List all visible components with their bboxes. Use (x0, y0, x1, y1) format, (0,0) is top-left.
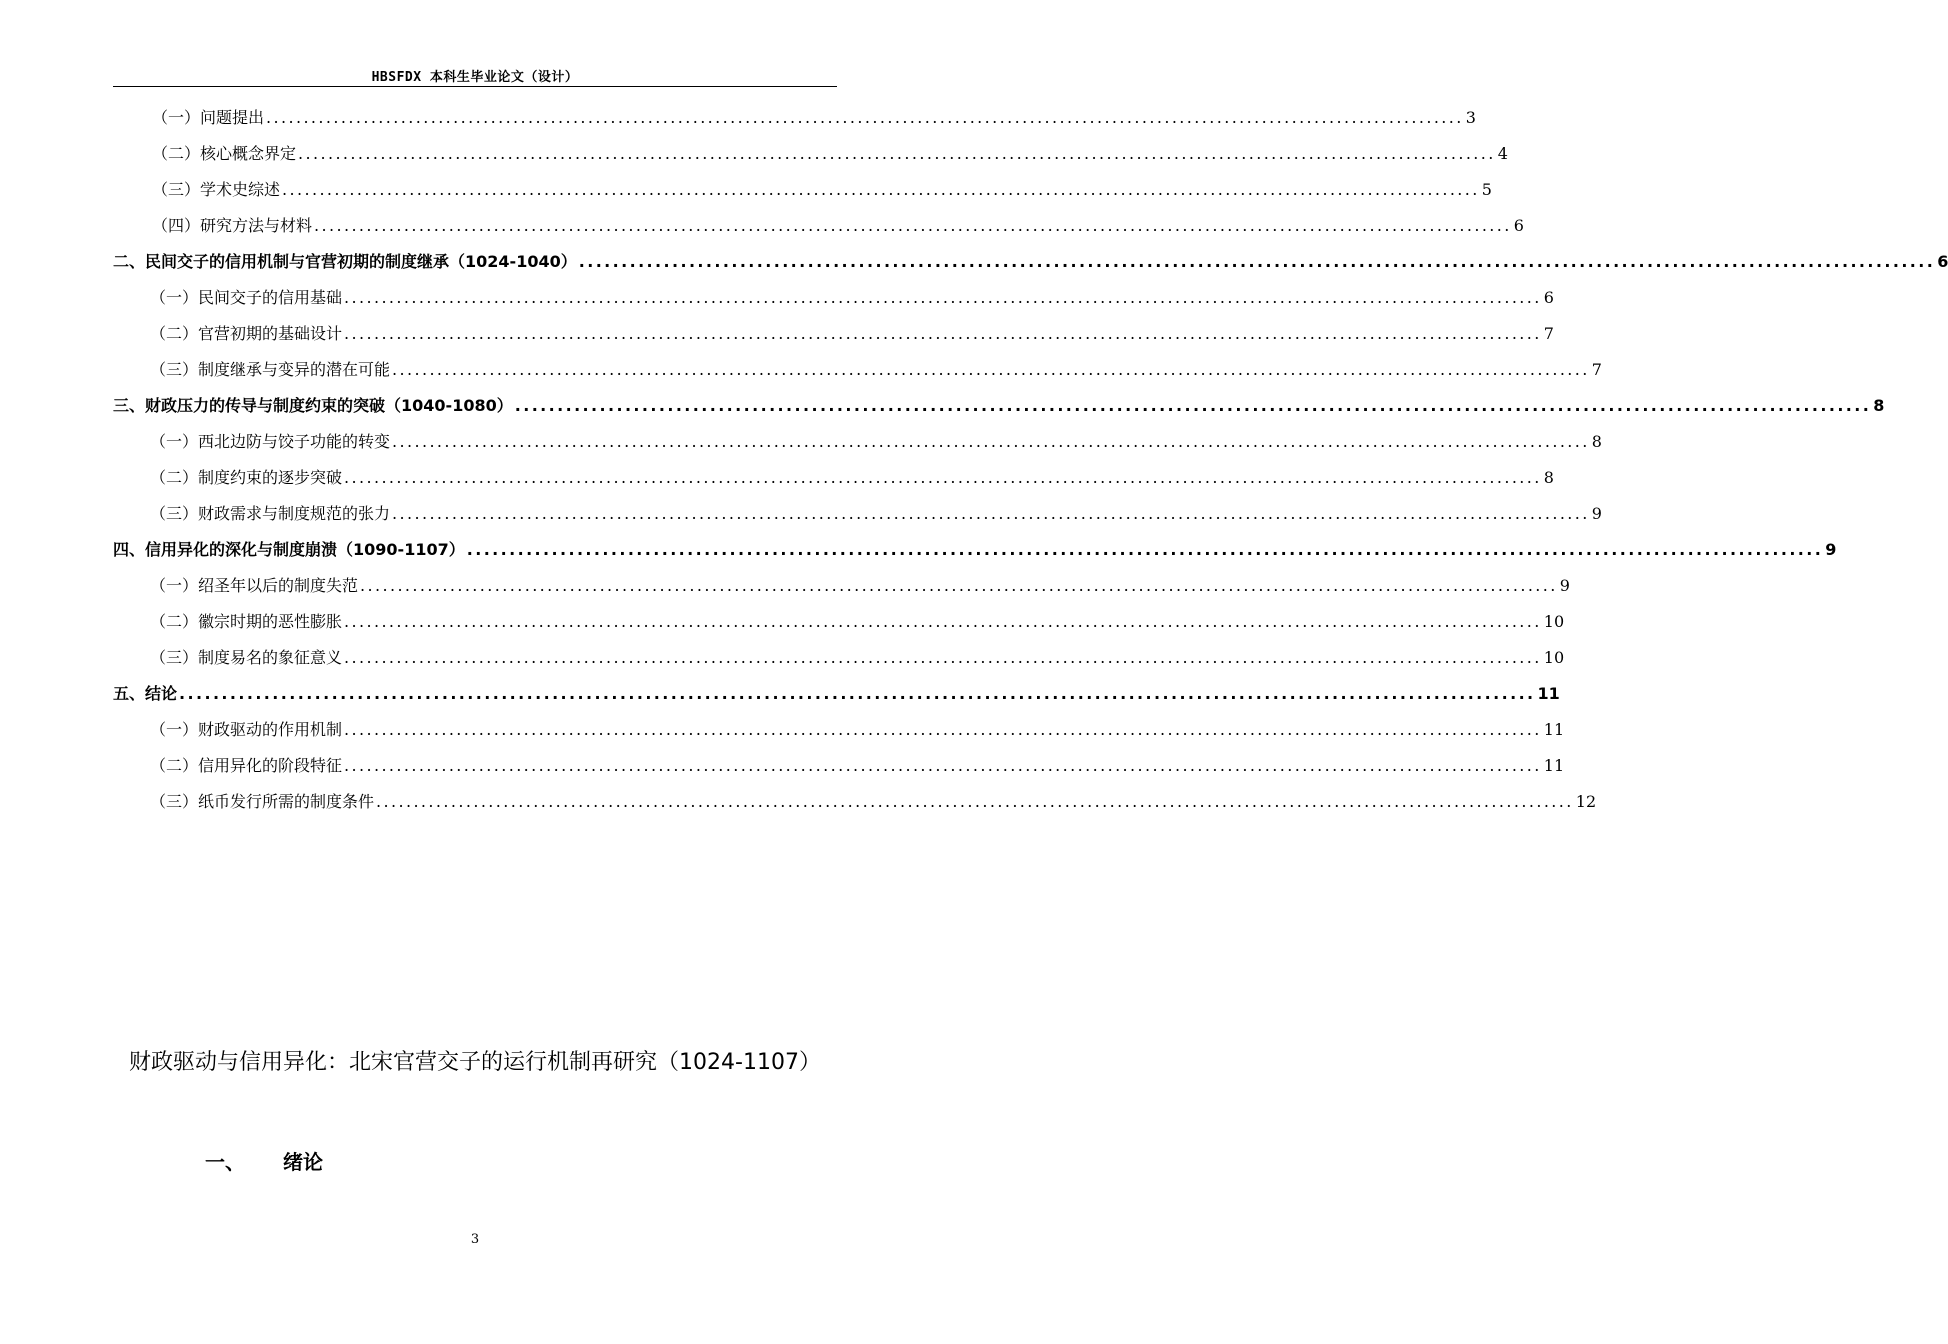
toc-dot-leader: ................................................................................................................................................................ (344, 720, 1542, 739)
toc-page-number: 9 (1825, 540, 1837, 559)
toc-dot-leader: ................................................................................................................................................................ (282, 180, 1480, 199)
toc-entry-text: （二）核心概念界定 (152, 144, 297, 163)
toc-entry-text: （三）制度易名的象征意义 (150, 648, 343, 667)
page-number: 3 (470, 1232, 480, 1247)
toc-chapter-number: 四、 (113, 540, 146, 559)
section-heading (205, 1146, 323, 1175)
toc-dot-leader: ................................................................................................................................................................ (344, 288, 1542, 307)
toc-section-entry[interactable] (150, 502, 1602, 526)
toc-entry-text: （二）制度约束的逐步突破 (150, 468, 343, 487)
toc-dot-leader: ................................................................................................................................................................ (392, 432, 1590, 451)
toc-page-number: 6 (1513, 216, 1524, 235)
toc-chapter-entry[interactable] (113, 682, 1560, 706)
toc-entry-text: （二）信用异化的阶段特征 (150, 756, 343, 775)
toc-section-entry[interactable] (152, 142, 1508, 166)
toc-page-number: 7 (1543, 324, 1554, 343)
toc-section-entry[interactable] (150, 574, 1570, 598)
toc-entry-text: （三）纸币发行所需的制度条件 (150, 792, 375, 811)
toc-entry-text: （二）徽宗时期的恶性膨胀 (150, 612, 343, 631)
toc-dot-leader: ................................................................................................................................................................ (179, 684, 1536, 703)
toc-section-entry[interactable] (152, 214, 1524, 238)
toc-entry-text: 财政压力的传导与制度约束的突破（1040-1080） (145, 396, 513, 415)
toc-entry-text: （三）学术史综述 (152, 180, 281, 199)
toc-section-entry[interactable] (150, 646, 1565, 670)
toc-page-number: 4 (1497, 144, 1508, 163)
toc-dot-leader: ................................................................................................................................................................ (376, 792, 1574, 811)
toc-entry-text: （二）官营初期的基础设计 (150, 324, 343, 343)
toc-dot-leader: ................................................................................................................................................................ (514, 396, 1872, 415)
toc-entry-text: （一）民间交子的信用基础 (150, 288, 343, 307)
toc-entry-text: （四）研究方法与材料 (152, 216, 313, 235)
toc-entry-text: （一）西北边防与饺子功能的转变 (150, 432, 391, 451)
toc-page-number: 3 (1465, 108, 1476, 127)
toc-page-number: 11 (1543, 756, 1565, 775)
toc-entry-text: （一）绍圣年以后的制度失范 (150, 576, 359, 595)
toc-page-number: 8 (1591, 432, 1602, 451)
toc-chapter-number: 五、 (113, 684, 146, 703)
toc-entry-text: （三）制度继承与变异的潜在可能 (150, 360, 391, 379)
toc-section-entry[interactable] (152, 106, 1476, 130)
toc-dot-leader: ................................................................................................................................................................ (344, 612, 1542, 631)
toc-page-number: 10 (1543, 648, 1565, 667)
toc-section-entry[interactable] (150, 322, 1554, 346)
toc-section-entry[interactable] (150, 754, 1565, 778)
toc-section-entry[interactable] (150, 358, 1602, 382)
toc-page-number: 11 (1543, 720, 1565, 739)
toc-dot-leader: ................................................................................................................................................................ (344, 648, 1542, 667)
toc-chapter-number: 三、 (113, 396, 146, 415)
toc-section-entry[interactable] (150, 718, 1565, 742)
toc-page-number: 5 (1481, 180, 1492, 199)
toc-section-entry[interactable] (150, 466, 1554, 490)
toc-dot-leader: ................................................................................................................................................................ (392, 360, 1590, 379)
toc-page-number: 6 (1937, 252, 1948, 271)
toc-section-entry[interactable] (152, 178, 1492, 202)
toc-dot-leader: ................................................................................................................................................................ (298, 144, 1496, 163)
toc-chapter-entry[interactable] (113, 250, 1948, 274)
toc-dot-leader: ................................................................................................................................................................ (466, 540, 1824, 559)
toc-page-number: 6 (1543, 288, 1554, 307)
toc-section-entry[interactable] (150, 430, 1602, 454)
toc-chapter-entry[interactable] (113, 538, 1837, 562)
toc-dot-leader: ................................................................................................................................................................ (344, 756, 1542, 775)
toc-section-entry[interactable] (150, 286, 1554, 310)
toc-entry-text: （一）问题提出 (152, 108, 265, 127)
toc-section-entry[interactable] (150, 610, 1565, 634)
running-header: HBSFDX 本科生毕业论文（设计） (371, 70, 579, 85)
toc-chapter-entry[interactable] (113, 394, 1885, 418)
toc-page-number: 11 (1537, 684, 1560, 703)
toc-page-number: 10 (1543, 612, 1565, 631)
toc-dot-leader: ................................................................................................................................................................ (344, 468, 1542, 487)
document-title: 财政驱动与信用异化：北宋官营交子的运行机制再研究（1024-1107） (129, 1050, 821, 1075)
toc-dot-leader: ................................................................................................................................................................ (360, 576, 1558, 595)
toc-page-number: 7 (1591, 360, 1602, 379)
toc-entry-text: 信用异化的深化与制度崩溃（1090-1107） (145, 540, 465, 559)
toc-dot-leader: ................................................................................................................................................................ (314, 216, 1512, 235)
toc-dot-leader: ................................................................................................................................................................ (578, 252, 1936, 271)
toc-entry-text: （一）财政驱动的作用机制 (150, 720, 343, 739)
toc-chapter-number: 二、 (113, 252, 146, 271)
toc-page-number: 12 (1575, 792, 1597, 811)
toc-entry-text: 民间交子的信用机制与官营初期的制度继承（1024-1040） (145, 252, 577, 271)
section-title: 绪论 (283, 1150, 323, 1174)
toc-entry-text: （三）财政需求与制度规范的张力 (150, 504, 391, 523)
toc-page-number: 9 (1559, 576, 1570, 595)
toc-page-number: 9 (1591, 504, 1602, 523)
toc-section-entry[interactable] (150, 790, 1597, 814)
toc-page-number: 8 (1873, 396, 1885, 415)
toc-dot-leader: ................................................................................................................................................................ (392, 504, 1590, 523)
section-number: 一、 (205, 1150, 245, 1174)
toc-dot-leader: ................................................................................................................................................................ (266, 108, 1464, 127)
toc-dot-leader: ................................................................................................................................................................ (344, 324, 1542, 343)
toc-entry-text: 结论 (145, 684, 178, 703)
toc-page-number: 8 (1543, 468, 1554, 487)
